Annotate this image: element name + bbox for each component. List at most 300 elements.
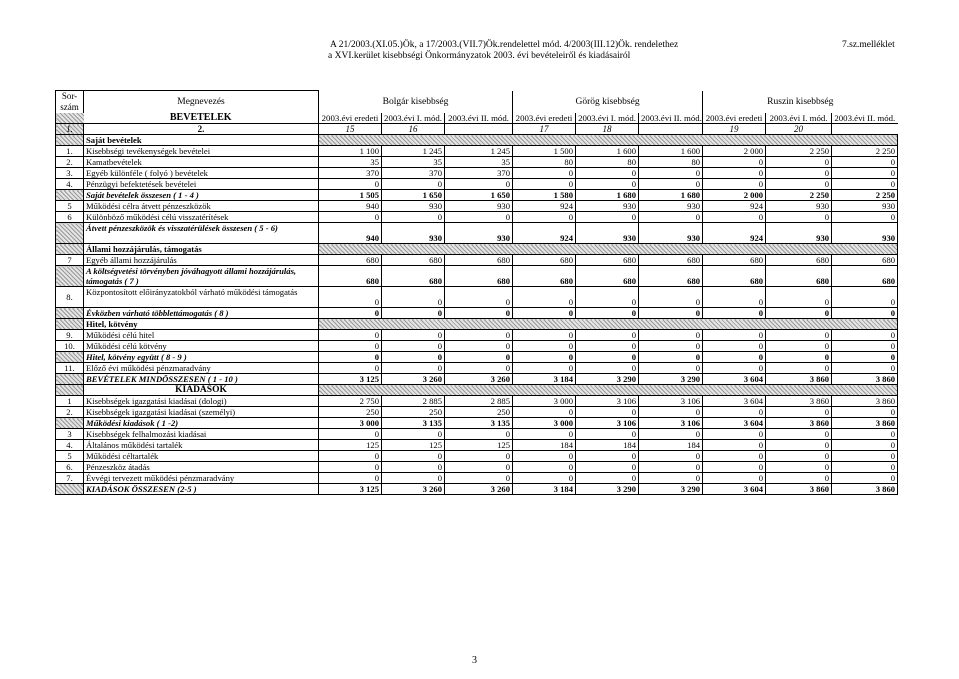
value-cell: 680 [832,255,898,266]
group-header-ruszin: Ruszin kisebbség [703,91,898,114]
value-cell: 930 [445,223,513,244]
value-cell: 680 [319,266,382,287]
table-row [56,244,898,255]
page-number: 3 [472,655,477,666]
value-cell: 0 [445,341,513,352]
value-cell: 3 860 [832,418,898,429]
row-number: 6. [56,462,84,473]
value-cell: 3 290 [576,484,639,495]
value-cell: 0 [832,352,898,363]
row-label: Működési célú hitel [84,330,319,341]
value-cell: 184 [513,440,576,451]
value-cell: 0 [703,429,766,440]
value-cell: 0 [513,429,576,440]
table-row [56,429,898,440]
table-row [56,341,898,352]
table-row [56,440,898,451]
row-label: Kisebbségek igazgatási kiadásai (személyi) [84,407,319,418]
value-cell: 0 [639,407,703,418]
value-cell: 250 [382,407,445,418]
row-number: 5 [56,451,84,462]
hatched-section-cell [319,244,898,255]
subcol-mod-1: 2003.évi I. mód. [382,113,445,124]
value-cell: 0 [513,179,576,190]
row-label: Előző évi működési pénzmaradvány [84,363,319,374]
value-cell: 0 [703,440,766,451]
value-cell: 0 [703,473,766,484]
value-cell: 0 [382,341,445,352]
row-label: Központosított előirányzatokból várható működési támogatás [84,287,319,308]
row-label: Kamatbevételek [84,157,319,168]
value-cell: 0 [703,451,766,462]
value-cell: 0 [445,429,513,440]
value-cell: 0 [639,363,703,374]
value-cell: 680 [639,266,703,287]
table-row [56,157,898,168]
table-row [56,374,898,385]
row-number: 2. [56,407,84,418]
row-label: KIADÁSOK [84,385,319,396]
value-cell: 940 [319,223,382,244]
row-number [56,223,84,244]
table-row [56,255,898,266]
row-number: 3 [56,429,84,440]
value-cell: 930 [576,201,639,212]
value-cell: 680 [513,266,576,287]
table-row [56,266,898,287]
value-cell: 0 [639,352,703,363]
value-cell: 930 [766,201,832,212]
value-cell: 0 [639,429,703,440]
subcol-eredeti: 2003.évi eredeti [319,113,382,124]
subcol-mod-2: 2003.évi II. mód. [445,113,513,124]
row-label: BEVÉTELEK MINDÖSSZESEN ( 1 - 10 ) [84,374,319,385]
row-label: Átvett pénzeszközök és visszatérülések összesen ( 5 - 6) [84,223,319,244]
value-cell: 0 [319,473,382,484]
value-cell: 0 [319,330,382,341]
value-cell: 0 [576,168,639,179]
value-cell: 0 [766,330,832,341]
value-cell: 924 [703,201,766,212]
row-number: 9. [56,330,84,341]
table-row [56,223,898,244]
value-cell: 0 [319,429,382,440]
value-cell: 1 245 [382,146,445,157]
table-row [56,484,898,495]
value-cell: 1 680 [639,190,703,201]
value-cell: 0 [576,341,639,352]
col-number [639,124,703,135]
value-cell: 3 106 [576,418,639,429]
value-cell: 0 [382,287,445,308]
table-row [56,473,898,484]
value-cell: 0 [513,308,576,319]
row-label: KIADÁSOK ÖSSZESEN (2-5 ) [84,484,319,495]
row-label: Egyéb állami hozzájárulás [84,255,319,266]
value-cell: 0 [513,212,576,223]
value-cell: 0 [319,451,382,462]
table-row [56,190,898,201]
table-row [56,319,898,330]
table-row [56,168,898,179]
value-cell: 1 680 [576,190,639,201]
value-cell: 1 100 [319,146,382,157]
value-cell: 930 [382,201,445,212]
header-line-2: a XVI.kerület kisebbségi Önkormányzatok 2003. évi bevételeiről és kiadásairól [328,51,631,61]
row-label: Különböző működési célú visszatérítések [84,212,319,223]
value-cell: 1 600 [576,146,639,157]
value-cell: 940 [319,201,382,212]
row-number: 2. [56,157,84,168]
index-cell-2: 2. [84,124,319,135]
value-cell: 0 [513,330,576,341]
value-cell: 0 [576,287,639,308]
value-cell: 0 [832,363,898,374]
bevetelek-heading: BEVÉTELEK [169,113,232,123]
value-cell: 0 [766,429,832,440]
row-number [56,484,84,495]
value-cell: 0 [382,179,445,190]
value-cell: 0 [382,473,445,484]
row-label: Saját bevételek összesen ( 1 - 4 ) [84,190,319,201]
value-cell: 0 [382,352,445,363]
value-cell: 0 [445,473,513,484]
value-cell: 680 [766,266,832,287]
row-number [56,190,84,201]
value-cell: 3 860 [766,374,832,385]
value-cell: 0 [576,308,639,319]
row-number [56,374,84,385]
value-cell: 680 [576,266,639,287]
budget-table [55,90,898,495]
value-cell: 0 [576,212,639,223]
value-cell: 184 [639,440,703,451]
value-cell: 0 [639,212,703,223]
value-cell: 3 604 [703,418,766,429]
value-cell: 0 [382,429,445,440]
value-cell: 0 [639,473,703,484]
value-cell: 0 [513,168,576,179]
value-cell: 35 [445,157,513,168]
value-cell: 0 [703,168,766,179]
header-line-1: A 21/2003.(XI.05.)Ök, a 17/2003.(VII.7)Ök.rendelettel mód. 4/2003(III.12)Ök. rendelethez [330,40,679,50]
value-cell: 250 [319,407,382,418]
value-cell: 0 [639,330,703,341]
value-cell: 2 000 [703,190,766,201]
value-cell: 680 [382,255,445,266]
value-cell: 3 106 [639,396,703,407]
value-cell: 3 106 [576,396,639,407]
value-cell: 0 [576,451,639,462]
value-cell: 3 860 [766,396,832,407]
value-cell: 930 [639,223,703,244]
value-cell: 680 [832,266,898,287]
value-cell: 3 604 [703,396,766,407]
value-cell: 3 106 [639,418,703,429]
value-cell: 680 [445,255,513,266]
value-cell: 0 [639,451,703,462]
row-label: Egyéb különféle ( folyó ) bevételek [84,168,319,179]
value-cell: 0 [766,363,832,374]
value-cell: 0 [832,440,898,451]
row-number [56,352,84,363]
row-number: 11. [56,363,84,374]
row-label: Működési célú kötvény [84,341,319,352]
col-number: 19 [703,124,766,135]
value-cell: 0 [766,341,832,352]
value-cell: 680 [703,255,766,266]
value-cell: 0 [832,341,898,352]
value-cell: 3 604 [703,484,766,495]
value-cell: 0 [766,473,832,484]
row-label: Általános működési tartalék [84,440,319,451]
value-cell: 0 [766,179,832,190]
value-cell: 0 [766,407,832,418]
value-cell: 0 [703,363,766,374]
value-cell: 680 [445,266,513,287]
value-cell: 0 [703,462,766,473]
value-cell: 3 184 [513,484,576,495]
value-cell: 0 [832,429,898,440]
index-cell-1: 1. [56,124,84,135]
value-cell: 80 [639,157,703,168]
value-cell: 924 [513,223,576,244]
annex-label: 7.sz.melléklet [842,40,895,50]
value-cell: 125 [382,440,445,451]
value-cell: 3 135 [382,418,445,429]
value-cell: 0 [382,451,445,462]
value-cell: 0 [766,168,832,179]
value-cell: 0 [513,341,576,352]
value-cell: 125 [445,440,513,451]
subcol-mod-1: 2003.évi I. mód. [576,113,639,124]
value-cell: 3 860 [766,484,832,495]
value-cell: 0 [319,363,382,374]
row-label: Működési célra átvett pénzeszközök [84,201,319,212]
row-number: 10. [56,341,84,352]
value-cell: 0 [319,308,382,319]
col-number [445,124,513,135]
value-cell: 0 [766,462,832,473]
row-label: Pénzügyi befektetések bevételei [84,179,319,190]
row-label: Működési céltartalék [84,451,319,462]
value-cell: 35 [382,157,445,168]
value-cell: 0 [703,179,766,190]
value-cell: 0 [766,352,832,363]
hatched-section-cell [319,385,898,396]
value-cell: 0 [639,287,703,308]
value-cell: 0 [576,363,639,374]
value-cell: 0 [832,407,898,418]
table-row [56,385,898,396]
value-cell: 680 [382,266,445,287]
row-label: Működési kiadások ( 1 -2) [84,418,319,429]
row-number: 1 [56,396,84,407]
col-header-megnevezes: Megnevezés [84,91,319,114]
value-cell: 930 [766,223,832,244]
value-cell: 0 [576,330,639,341]
row-number: 3. [56,168,84,179]
value-cell: 680 [319,255,382,266]
value-cell: 0 [513,287,576,308]
value-cell: 1 650 [445,190,513,201]
col-number: 15 [319,124,382,135]
value-cell: 0 [832,462,898,473]
table-row [56,146,898,157]
header-row-index [56,124,898,135]
value-cell: 924 [513,201,576,212]
value-cell: 680 [576,255,639,266]
subcol-mod-1: 2003.évi I. mód. [766,113,832,124]
value-cell: 0 [766,440,832,451]
value-cell: 370 [319,168,382,179]
row-label: Saját bevételek [84,135,319,146]
value-cell: 3 260 [382,484,445,495]
value-cell: 80 [513,157,576,168]
row-number: 6 [56,212,84,223]
col-number: 20 [766,124,832,135]
value-cell: 0 [639,462,703,473]
value-cell: 0 [832,157,898,168]
value-cell: 35 [319,157,382,168]
value-cell: 80 [576,157,639,168]
table-row [56,287,898,308]
value-cell: 0 [766,287,832,308]
value-cell: 3 290 [639,484,703,495]
value-cell: 0 [513,352,576,363]
value-cell: 0 [513,363,576,374]
table-row [56,396,898,407]
value-cell: 0 [445,212,513,223]
value-cell: 0 [382,330,445,341]
value-cell: 0 [445,352,513,363]
value-cell: 3 604 [703,374,766,385]
table-row [56,363,898,374]
row-number [56,266,84,287]
value-cell: 0 [639,179,703,190]
value-cell: 680 [513,255,576,266]
value-cell: 0 [766,157,832,168]
value-cell: 0 [513,462,576,473]
row-number [56,308,84,319]
value-cell: 2 000 [703,146,766,157]
value-cell: 0 [832,212,898,223]
value-cell: 0 [576,462,639,473]
value-cell: 3 860 [832,374,898,385]
col-header-sorszam: Sor-szám [56,91,84,114]
value-cell: 930 [445,201,513,212]
value-cell: 3 184 [513,374,576,385]
value-cell: 3 290 [576,374,639,385]
value-cell: 0 [576,352,639,363]
value-cell: 0 [513,451,576,462]
value-cell: 0 [703,157,766,168]
value-cell: 0 [445,179,513,190]
value-cell: 3 860 [832,396,898,407]
value-cell: 680 [703,266,766,287]
table-row [56,212,898,223]
value-cell: 0 [832,473,898,484]
value-cell: 3 135 [445,418,513,429]
row-label: Hitel, kötvény [84,319,319,330]
table-row [56,179,898,190]
value-cell: 184 [576,440,639,451]
value-cell: 0 [382,462,445,473]
row-label: Kisebbségi tevékenységek bevételei [84,146,319,157]
table-row [56,451,898,462]
value-cell: 250 [445,407,513,418]
header-row-subcols [56,113,898,124]
value-cell: 2 250 [766,146,832,157]
table-row [56,407,898,418]
group-header-bolgar: Bolgár kisebbség [319,91,513,114]
value-cell: 0 [445,451,513,462]
subcol-mod-2: 2003.évi II. mód. [639,113,703,124]
value-cell: 2 885 [445,396,513,407]
group-header-gorog: Görög kisebbség [513,91,703,114]
value-cell: 1 580 [513,190,576,201]
row-number [56,418,84,429]
value-cell: 0 [832,287,898,308]
value-cell: 2 885 [382,396,445,407]
row-number: 4. [56,179,84,190]
row-number: 1. [56,146,84,157]
value-cell: 1 500 [513,146,576,157]
value-cell: 0 [445,363,513,374]
value-cell: 680 [766,255,832,266]
value-cell: 930 [832,201,898,212]
row-label: Állami hozzájárulás, támogatás [84,244,319,255]
col-number: 16 [382,124,445,135]
value-cell: 0 [445,330,513,341]
value-cell: 0 [703,287,766,308]
value-cell: 0 [319,179,382,190]
value-cell: 0 [445,462,513,473]
value-cell: 3 260 [445,374,513,385]
row-label: Hitel, kötvény együtt ( 8 - 9 ) [84,352,319,363]
value-cell: 3 260 [445,484,513,495]
table-row [56,135,898,146]
subcol-eredeti: 2003.évi eredeti [513,113,576,124]
table-row [56,462,898,473]
value-cell: 0 [445,308,513,319]
value-cell: 0 [832,451,898,462]
row-number: 7 [56,255,84,266]
value-cell: 0 [832,168,898,179]
value-cell: 0 [703,308,766,319]
value-cell: 0 [576,407,639,418]
value-cell: 0 [703,341,766,352]
value-cell: 370 [445,168,513,179]
row-label: Kisebbségek felhalmozási kiadásai [84,429,319,440]
value-cell: 0 [703,407,766,418]
subcol-mod-2: 2003.évi II. mód. [832,113,898,124]
value-cell: 0 [319,341,382,352]
value-cell: 3 290 [639,374,703,385]
value-cell: 0 [832,308,898,319]
table-row [56,352,898,363]
value-cell: 0 [382,308,445,319]
value-cell: 3 260 [382,374,445,385]
value-cell: 125 [319,440,382,451]
row-number [56,244,84,255]
value-cell: 0 [319,352,382,363]
hatched-section-cell [319,319,898,330]
col-number [832,124,898,135]
value-cell: 0 [703,330,766,341]
value-cell: 930 [576,223,639,244]
value-cell: 0 [832,179,898,190]
